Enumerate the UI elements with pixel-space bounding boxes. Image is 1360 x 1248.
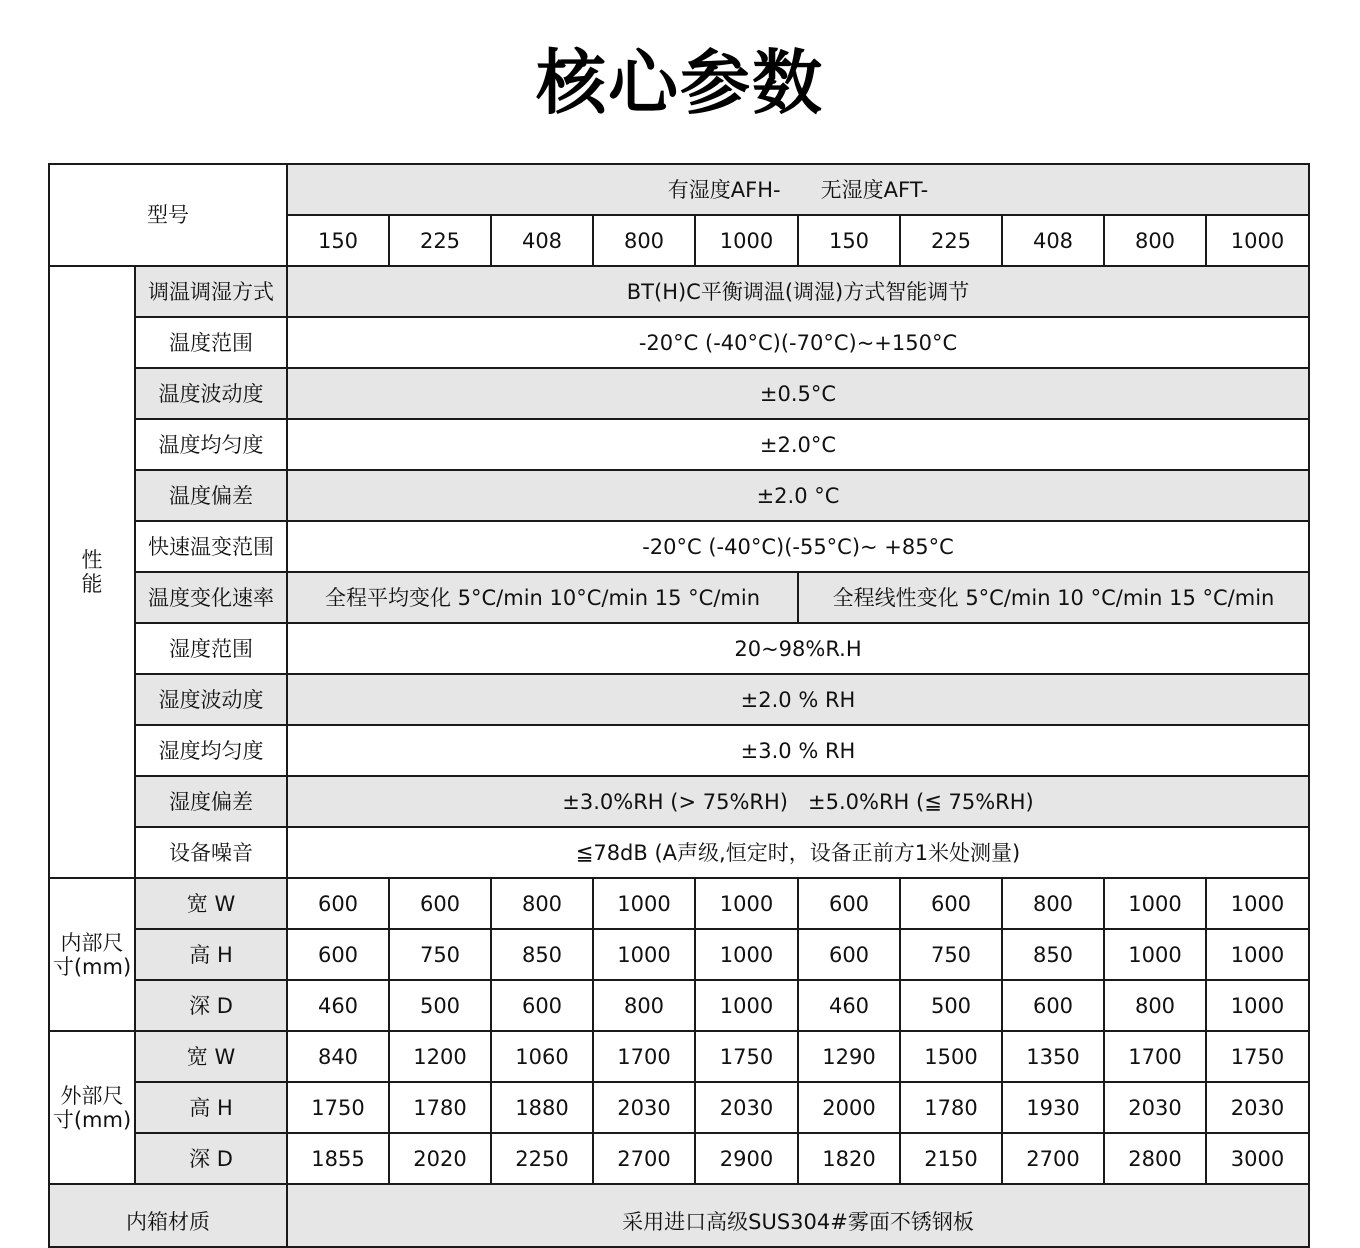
dimension-label: 高 H [135, 929, 287, 980]
dimension-value: 600 [287, 878, 389, 929]
row-value: ±2.0 % RH [287, 674, 1309, 725]
dimension-value: 1930 [1002, 1082, 1104, 1133]
dimension-value: 750 [389, 929, 491, 980]
row-label: 湿度波动度 [135, 674, 287, 725]
row-value: 20~98%R.H [287, 623, 1309, 674]
row-value: ±2.0 °C [287, 470, 1309, 521]
dimension-value: 2900 [695, 1133, 798, 1184]
dimension-value: 600 [900, 878, 1002, 929]
dimension-value: 1200 [389, 1031, 491, 1082]
dimension-value: 1750 [287, 1082, 389, 1133]
model-cell: 408 [491, 215, 593, 266]
row-value-right: 全程线性变化 5°C/min 10 °C/min 15 °C/min [798, 572, 1309, 623]
dimension-value: 600 [287, 929, 389, 980]
dimension-value: 1880 [491, 1082, 593, 1133]
dimension-value: 1290 [798, 1031, 900, 1082]
performance-row [49, 674, 1309, 725]
dimension-value: 1000 [695, 980, 798, 1031]
row-value: ±3.0 % RH [287, 725, 1309, 776]
dimension-value: 1780 [389, 1082, 491, 1133]
dimension-value: 1350 [1002, 1031, 1104, 1082]
series-label: 有湿度AFH- 无湿度AFT- [287, 164, 1309, 215]
inner-size-row [49, 980, 1309, 1031]
dimension-value: 2030 [1104, 1082, 1206, 1133]
row-label: 调温调湿方式 [135, 266, 287, 317]
row-value: -20°C (-40°C)(-55°C)~ +85°C [287, 521, 1309, 572]
dimension-value: 1700 [593, 1031, 695, 1082]
row-value: ±0.5°C [287, 368, 1309, 419]
row-label: 湿度偏差 [135, 776, 287, 827]
dimension-value: 2250 [491, 1133, 593, 1184]
model-cell: 408 [1002, 215, 1104, 266]
performance-row [49, 623, 1309, 674]
dimension-value: 1750 [1206, 1031, 1309, 1082]
outer-size-row [49, 1133, 1309, 1184]
dimension-label: 高 H [135, 1082, 287, 1133]
dimension-value: 2030 [695, 1082, 798, 1133]
page-title: 核心参数 [536, 42, 824, 124]
outer-size-row [49, 1082, 1309, 1133]
dimension-value: 800 [1002, 878, 1104, 929]
row-label: 温度均匀度 [135, 419, 287, 470]
performance-row [49, 470, 1309, 521]
dimension-value: 840 [287, 1031, 389, 1082]
dimension-value: 2800 [1104, 1133, 1206, 1184]
dimension-value: 800 [1104, 980, 1206, 1031]
dimension-value: 1060 [491, 1031, 593, 1082]
dimension-label: 深 D [135, 1133, 287, 1184]
row-label: 温度偏差 [135, 470, 287, 521]
spec-table [48, 163, 1310, 1248]
inner-size-group-label: 内部尺 寸(mm) [49, 878, 135, 1031]
dimension-value: 1000 [1206, 878, 1309, 929]
dimension-value: 2000 [798, 1082, 900, 1133]
row-label: 湿度均匀度 [135, 725, 287, 776]
dimension-value: 2030 [1206, 1082, 1309, 1133]
row-value: ≦78dB (A声级,恒定时，设备正前方1米处测量) [287, 827, 1309, 878]
model-cell: 225 [900, 215, 1002, 266]
dimension-value: 460 [798, 980, 900, 1031]
performance-row [49, 521, 1309, 572]
dimension-value: 1500 [900, 1031, 1002, 1082]
row-label: 温度范围 [135, 317, 287, 368]
dimension-value: 600 [389, 878, 491, 929]
dimension-value: 600 [798, 929, 900, 980]
model-cell: 150 [287, 215, 389, 266]
model-cell: 225 [389, 215, 491, 266]
dimension-value: 1820 [798, 1133, 900, 1184]
model-label: 型号 [49, 164, 287, 266]
dimension-value: 1000 [1206, 980, 1309, 1031]
dimension-value: 800 [593, 980, 695, 1031]
model-cell: 150 [798, 215, 900, 266]
dimension-value: 850 [491, 929, 593, 980]
performance-row [49, 725, 1309, 776]
inner-size-row [49, 878, 1309, 929]
row-value: ±3.0%RH (> 75%RH) ±5.0%RH (≦ 75%RH) [287, 776, 1309, 827]
dimension-value: 2150 [900, 1133, 1002, 1184]
dimension-label: 深 D [135, 980, 287, 1031]
dimension-value: 500 [389, 980, 491, 1031]
dimension-value: 2020 [389, 1133, 491, 1184]
dimension-value: 1000 [593, 878, 695, 929]
model-cell: 800 [593, 215, 695, 266]
dimension-label: 宽 W [135, 878, 287, 929]
model-cell: 1000 [1206, 215, 1309, 266]
material-value: 采用进口高级SUS304#雾面不锈钢板 [287, 1184, 1309, 1247]
performance-row [49, 419, 1309, 470]
row-label: 湿度范围 [135, 623, 287, 674]
dimension-value: 1000 [695, 929, 798, 980]
row-value: ±2.0°C [287, 419, 1309, 470]
row-value: BT(H)C平衡调温(调湿)方式智能调节 [287, 266, 1309, 317]
dimension-value: 2700 [1002, 1133, 1104, 1184]
row-value-left: 全程平均变化 5°C/min 10°C/min 15 °C/min [287, 572, 798, 623]
dimension-value: 1000 [1104, 929, 1206, 980]
dimension-value: 800 [491, 878, 593, 929]
performance-row [49, 266, 1309, 317]
row-label: 温度变化速率 [135, 572, 287, 623]
dimension-value: 600 [798, 878, 900, 929]
outer-size-group-label: 外部尺 寸(mm) [49, 1031, 135, 1184]
dimension-value: 750 [900, 929, 1002, 980]
dimension-value: 1000 [1206, 929, 1309, 980]
header-row-series [49, 164, 1309, 215]
spec-table-body [49, 164, 1309, 1247]
dimension-value: 1750 [695, 1031, 798, 1082]
dimension-value: 600 [491, 980, 593, 1031]
dimension-value: 2030 [593, 1082, 695, 1133]
inner-size-row [49, 929, 1309, 980]
material-label: 内箱材质 [49, 1184, 287, 1247]
performance-row [49, 368, 1309, 419]
dimension-value: 1855 [287, 1133, 389, 1184]
dimension-value: 3000 [1206, 1133, 1309, 1184]
dimension-value: 850 [1002, 929, 1104, 980]
performance-group-label: 性 能 [49, 266, 135, 878]
dimension-value: 1700 [1104, 1031, 1206, 1082]
row-label: 温度波动度 [135, 368, 287, 419]
outer-size-row [49, 1031, 1309, 1082]
model-cell: 1000 [695, 215, 798, 266]
dimension-value: 2700 [593, 1133, 695, 1184]
model-cell: 800 [1104, 215, 1206, 266]
dimension-value: 600 [1002, 980, 1104, 1031]
row-value: -20°C (-40°C)(-70°C)~+150°C [287, 317, 1309, 368]
dimension-value: 500 [900, 980, 1002, 1031]
row-label: 快速温变范围 [135, 521, 287, 572]
performance-row [49, 317, 1309, 368]
dimension-value: 1000 [1104, 878, 1206, 929]
performance-row [49, 776, 1309, 827]
performance-row [49, 572, 1309, 623]
performance-row [49, 827, 1309, 878]
dimension-value: 460 [287, 980, 389, 1031]
dimension-label: 宽 W [135, 1031, 287, 1082]
material-row [49, 1184, 1309, 1247]
row-label: 设备噪音 [135, 827, 287, 878]
dimension-value: 1780 [900, 1082, 1002, 1133]
dimension-value: 1000 [695, 878, 798, 929]
dimension-value: 1000 [593, 929, 695, 980]
